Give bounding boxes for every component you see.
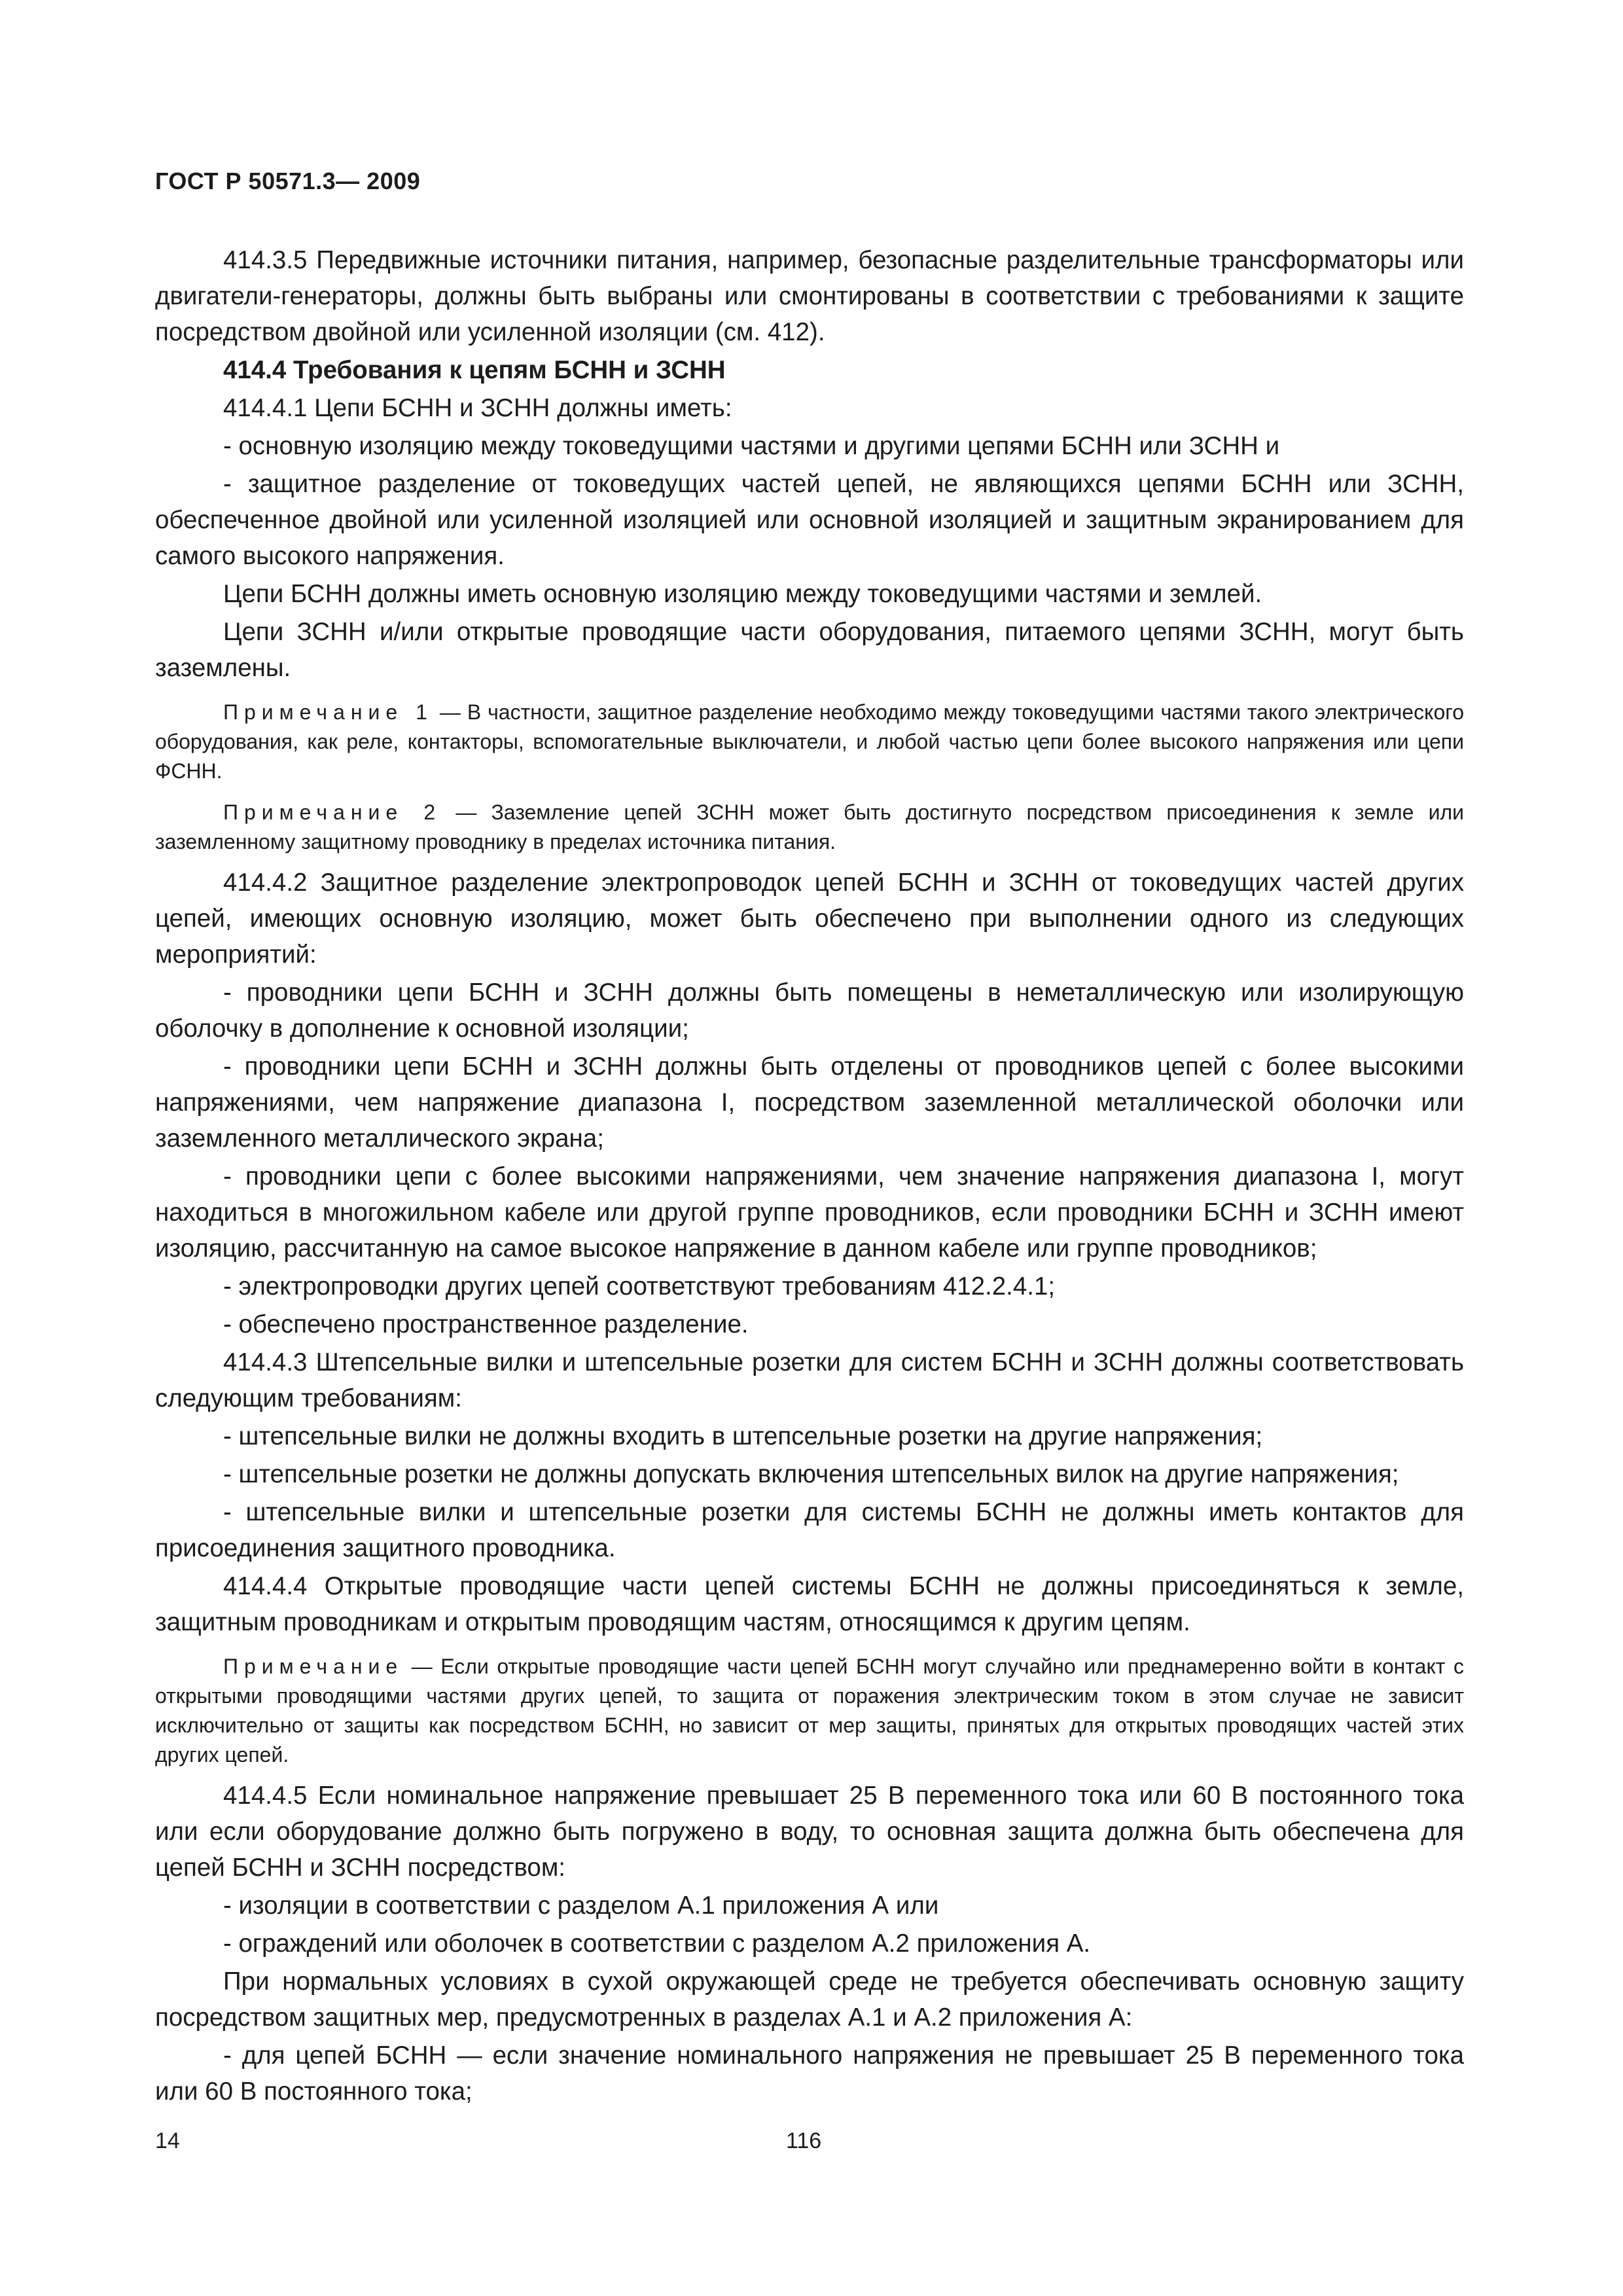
list-item: - штепсельные вилки не должны входить в штепсельные розетки на другие напряжения; [223, 1422, 1263, 1450]
page-number-left: 14 [155, 2128, 180, 2153]
list-item: - проводники цепи с более высокими напряжениями, чем значение напряжения диапазона I, могут находиться в многожильном кабеле или другой группе проводников, если проводники БСНН и ЗСНН имеют изоляцию, рассчитанную на самое высокое напряжение в данном кабеле или группе проводников; [155, 1162, 1464, 1263]
section-heading: 414.4 Требования к цепям БСНН и ЗСНН [223, 356, 726, 384]
body-paragraph: 414.3.5 Передвижные источники питания, например, безопасные разделительные трансформаторы или двигатели-генераторы, должны быть выбраны или смонтированы в соответствии с требованиями к защите посредством двойной или усиленной изоляции (см. 412). [155, 246, 1464, 346]
note-label: Примечание [223, 1655, 404, 1678]
list-item: - основную изоляцию между токоведущими частями и другими цепями БСНН или ЗСНН и [223, 432, 1280, 460]
document-body [155, 242, 1464, 2111]
list-item: - для цепей БСНН — если значение номинального напряжения не превышает 25 В переменного тока или 60 В постоянного тока; [155, 2041, 1464, 2106]
list-item: - штепсельные вилки и штепсельные розетки для системы БСНН не должны иметь контактов для присоединения защитного проводника. [155, 1498, 1464, 1562]
body-paragraph: 414.4.3 Штепсельные вилки и штепсельные розетки для систем БСНН и ЗСНН должны соответствовать следующим требованиям: [155, 1348, 1464, 1412]
note-text: — В частности, защитное разделение необходимо между токоведущими частями такого электрического оборудования, как реле, контакторы, вспомогательные выключатели, и любой частью цепи более высокого напряжения или цепи ФСНН. [155, 700, 1465, 783]
list-item: - электропроводки других цепей соответствуют требованиям 412.2.4.1; [223, 1272, 1056, 1300]
document-page [155, 0, 1464, 2296]
note-paragraph [155, 698, 1464, 786]
list-item: - проводники цепи БСНН и ЗСНН должны быть отделены от проводников цепей с более высокими напряжениями, чем напряжение диапазона I, посредством заземленной металлической оболочки или заземленного металлического экрана; [155, 1052, 1464, 1153]
body-paragraph: Цепи БСНН должны иметь основную изоляцию между токоведущими частями и землей. [223, 580, 1262, 608]
list-item: - ограждений или оболочек в соответствии с разделом А.2 приложения А. [223, 1929, 1091, 1958]
note-text: — Заземление цепей ЗСНН может быть достигнуто посредством присоединения к земле или заземленному защитному проводнику в пределах источника питания. [155, 800, 1465, 853]
list-item: - изоляции в соответствии с разделом А.1 приложения А или [223, 1892, 939, 1920]
note-label: Примечание 1 [223, 700, 433, 724]
list-item: - штепсельные розетки не должны допускать включения штепсельных вилок на другие напряжения; [223, 1460, 1399, 1488]
body-paragraph: При нормальных условиях в сухой окружающей среде не требуется обеспечивать основную защиту посредством защитных мер, предусмотренных в разделах А.1 и А.2 приложения А: [155, 1967, 1464, 2032]
document-header: ГОСТ Р 50571.3— 2009 [155, 168, 421, 194]
body-paragraph: Цепи ЗСНН и/или открытые проводящие части оборудования, питаемого цепями ЗСНН, могут быть заземлены. [155, 618, 1464, 682]
note-paragraph [155, 1652, 1464, 1770]
list-item: - проводники цепи БСНН и ЗСНН должны быть помещены в неметаллическую или изолирующую оболочку в дополнение к основной изоляции; [155, 978, 1464, 1043]
body-paragraph: 414.4.5 Если номинальное напряжение превышает 25 В переменного тока или 60 В постоянного тока или если оборудование должно быть погружено в воду, то основная защита должна быть обеспечена для цепей БСНН и ЗСНН посредством: [155, 1782, 1464, 1882]
list-item: - обеспечено пространственное разделение. [223, 1310, 749, 1338]
note-paragraph [155, 798, 1464, 857]
note-text: — Если открытые проводящие части цепей БСНН могут случайно или преднамеренно войти в контакт с открытыми проводящими частями других цепей, то защита от поражения электрическим током в этом случае не зависит исключительно от защиты как посредством БСНН, но зависит от мер защиты, принятых для открытых проводящих частей этих других цепей. [155, 1655, 1464, 1767]
body-paragraph: 414.4.2 Защитное разделение электропроводок цепей БСНН и ЗСНН от токоведущих частей других цепей, имеющих основную изоляцию, может быть обеспечено при выполнении одного из следующих мероприятий: [155, 869, 1464, 969]
note-label: Примечание 2 [223, 800, 442, 824]
list-item: - защитное разделение от токоведущих частей цепей, не являющихся цепями БСНН или ЗСНН, обеспеченное двойной или усиленной изоляцией или основной изоляцией и защитным экранированием для самого высокого напряжения. [155, 470, 1464, 570]
body-paragraph: 414.4.4 Открытые проводящие части цепей системы БСНН не должны присоединяться к земле, защитным проводникам и открытым проводящим частям, относящимся к другим цепям. [155, 1572, 1464, 1636]
body-paragraph: 414.4.1 Цепи БСНН и ЗСНН должны иметь: [223, 394, 732, 422]
page-number-center: 116 [786, 2128, 822, 2153]
